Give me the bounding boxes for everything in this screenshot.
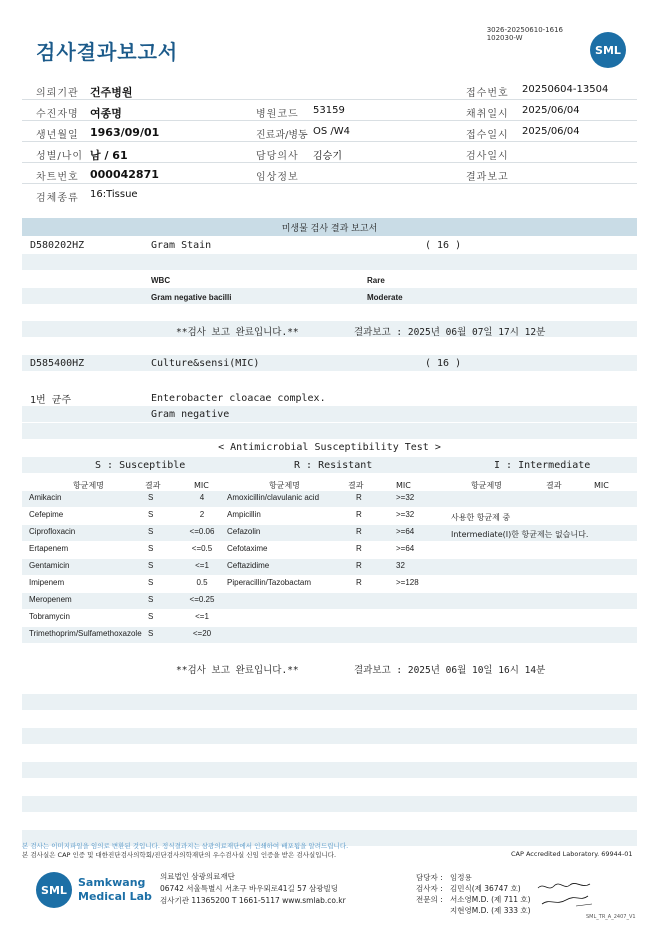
gram-done-time: 결과보고 : 2025년 06월 07일 17시 12분 [354, 327, 546, 338]
stripe [22, 694, 637, 710]
ast-mic: <=1 [195, 561, 209, 570]
ast-result: R [356, 561, 362, 570]
ast-mic: <=0.5 [191, 544, 213, 553]
ast-drug-name: Cefazolin [227, 527, 261, 536]
signature-image [536, 880, 596, 910]
ast-mic: 32 [396, 561, 405, 570]
receipt-date-value: 2025/06/04 [522, 126, 580, 137]
sex-age-value: 남 / 61 [90, 149, 128, 162]
brand-line-2: Medical Lab [78, 890, 152, 903]
receipt-no-value: 20250604-13504 [522, 84, 609, 95]
culture-code: D585400HZ [30, 358, 85, 369]
ast-drug-name: Amoxicillin/clavulanic acid [227, 493, 320, 502]
col-mic: MIC [594, 481, 609, 490]
info-row-6: 검체종류 16:Tissue [36, 189, 138, 204]
ast-mic: >=128 [396, 578, 419, 587]
wbc-label: WBC [151, 276, 171, 285]
stripe [22, 254, 637, 270]
ast-stripe [22, 491, 637, 507]
ast-result: S [148, 510, 154, 519]
ast-title: < Antimicrobial Susceptibility Test > [218, 442, 441, 453]
stripe [22, 406, 637, 422]
bacilli-value: Moderate [367, 293, 403, 302]
ast-result: S [148, 612, 154, 621]
ast-drug-name: Ertapenem [29, 544, 69, 553]
organism-name: Enterobacter cloacae complex. [151, 393, 326, 404]
ast-mic: >=32 [396, 510, 415, 519]
stripe [22, 728, 637, 744]
info-row-3: 생년월일 1963/09/01 진료과/병동 OS /W4 접수일시 2025/06/04 [22, 121, 637, 142]
ast-mic: 2 [199, 510, 205, 519]
ast-note-2: Intermediate(I)한 항균제는 없습니다. [451, 530, 589, 539]
info-row-4: 성별/나이 남 / 61 담당의사 김승기 검사일시 [22, 142, 637, 163]
gram-count: ( 16 ) [425, 240, 462, 251]
stripe [22, 423, 637, 439]
gram-code: D580202HZ [30, 240, 85, 251]
col-result: 결과 [546, 481, 562, 490]
ast-drug-name: Piperacillin/Tazobactam [227, 578, 312, 587]
org-address: 06742 서울특별시 서초구 바우뫼로41길 57 삼광빌딩 [160, 884, 339, 893]
ast-mic: >=64 [396, 544, 415, 553]
specimen-value: 16:Tissue [90, 189, 138, 200]
ast-result: S [148, 629, 154, 638]
stripe [22, 288, 637, 304]
staff-label-2: 검사자 : [416, 884, 443, 893]
ast-mic: <=0.06 [189, 527, 215, 536]
ast-mic: >=64 [396, 527, 415, 536]
col-mic: MIC [194, 481, 209, 490]
organism-label: 1번 균주 [30, 395, 72, 406]
ast-done-text: **검사 보고 완료입니다.** [176, 665, 299, 676]
ast-result: S [148, 561, 154, 570]
cap-accreditation: CAP Accredited Laboratory. 69944-01 [511, 850, 633, 858]
chart-no-value: 000042871 [90, 168, 159, 181]
ast-mic: 0.5 [196, 578, 208, 587]
col-result: 결과 [348, 481, 364, 490]
doctor-value: 김승기 [313, 151, 342, 162]
ast-mic: >=32 [396, 493, 415, 502]
org-name: 의료법인 삼광의료재단 [160, 872, 235, 881]
organism-gram: Gram negative [151, 409, 230, 420]
ast-stripe [22, 593, 637, 609]
col-mic: MIC [396, 481, 411, 490]
ast-drug-name: Gentamicin [29, 561, 70, 570]
stripe [22, 796, 637, 812]
staff-label-3: 전문의 : [416, 895, 443, 904]
col-drug: 항균제명 [471, 481, 502, 490]
culture-count: ( 16 ) [425, 358, 462, 369]
ast-drug-name: Cefotaxime [227, 544, 268, 553]
ast-drug-name: Ampicillin [227, 510, 261, 519]
ast-mic: <=20 [192, 629, 212, 638]
ast-result: R [356, 527, 362, 536]
ast-result: S [148, 578, 154, 587]
disclaimer-2: 본 검사실은 CAP 인증 및 대한진단검사의학회/진단검사의학재단의 우수검사실 신임 인증을 받은 검사실입니다. [22, 851, 337, 859]
staff-3: 서소영M.D. (제 711 호) [450, 895, 531, 904]
ast-drug-name: Ciprofloxacin [29, 527, 76, 536]
staff-4: 지현영M.D. (제 333 호) [450, 906, 531, 915]
ast-result: R [356, 510, 362, 519]
culture-name: Culture&sensi(MIC) [151, 358, 260, 369]
ast-drug-name: Trimethoprim/Sulfamethoxazole [29, 629, 142, 638]
ast-result: S [148, 527, 154, 536]
dob-value: 1963/09/01 [90, 126, 160, 139]
ast-drug-name: Amikacin [29, 493, 62, 502]
col-result: 결과 [145, 481, 161, 490]
stripe [22, 355, 637, 371]
ast-drug-name: Cefepime [29, 510, 64, 519]
ast-mic: 4 [199, 493, 205, 502]
hospital-code-value: 53159 [313, 105, 345, 116]
disclaimer-1: 본 검사는 이미지파일을 임의로 변환된 것입니다. 정식결과지는 삼광의료재단에서 인쇄하여 배포됨을 알려드립니다. [22, 842, 349, 850]
wbc-value: Rare [367, 276, 385, 285]
brand-line-1: Samkwang [78, 876, 146, 889]
legend-r: R : Resistant [294, 460, 373, 471]
col-drug: 항균제명 [73, 481, 104, 490]
ast-drug-name: Tobramycin [29, 612, 70, 621]
ast-mic: <=0.25 [189, 595, 215, 604]
ast-done-time: 결과보고 : 2025년 06월 10일 16시 14분 [354, 665, 546, 676]
org-contact: 검사기관 11365200 T 1661-5117 www.smlab.co.kr [160, 896, 346, 905]
sml-logo: SML [590, 32, 626, 68]
dept-value: OS /W4 [313, 126, 351, 137]
gram-name: Gram Stain [151, 240, 212, 251]
info-row-2: 수진자명 여종명 병원코드 53159 채취일시 2025/06/04 [22, 100, 637, 121]
ast-drug-name: Ceftazidime [227, 561, 270, 570]
ast-result: R [356, 578, 362, 587]
ast-result: S [148, 493, 154, 502]
legend-i: I : Intermediate [494, 460, 591, 471]
staff-1: 임정용 [450, 873, 472, 882]
ast-note-1: 사용한 항균제 중 [451, 513, 511, 522]
staff-label-1: 담당자 : [416, 873, 443, 882]
sml-logo-footer: SML [36, 872, 72, 908]
bacilli-label: Gram negative bacilli [151, 293, 232, 302]
collect-date-value: 2025/06/04 [522, 105, 580, 116]
institution-value: 건주병원 [90, 86, 133, 99]
ast-stripe [22, 559, 637, 575]
ast-result: S [148, 544, 154, 553]
stripe [22, 762, 637, 778]
info-row-1: 의뢰기관 건주병원 접수번호 20250604-13504 [22, 79, 637, 100]
form-id: SML_TR_A_2407_V1 [586, 914, 636, 920]
page-title: 검사결과보고서 [36, 40, 179, 64]
staff-2: 김민식(제 36747 호) [450, 884, 521, 893]
document-id: 3026-20250610-1616 102030-W [486, 26, 563, 42]
ast-drug-name: Meropenem [29, 595, 72, 604]
patient-name-value: 여종명 [90, 107, 122, 120]
col-drug: 항균제명 [269, 481, 300, 490]
legend-s: S : Susceptible [95, 460, 186, 471]
ast-result: R [356, 493, 362, 502]
ast-drug-name: Imipenem [29, 578, 65, 587]
ast-result: S [148, 595, 154, 604]
ast-result: R [356, 544, 362, 553]
ast-mic: <=1 [195, 612, 209, 621]
info-row-5: 차트번호 000042871 임상정보 결과보고 [22, 163, 637, 184]
section-title: 미생물 검사 결과 보고서 [281, 224, 378, 234]
gram-done-text: **검사 보고 완료입니다.** [176, 327, 299, 338]
